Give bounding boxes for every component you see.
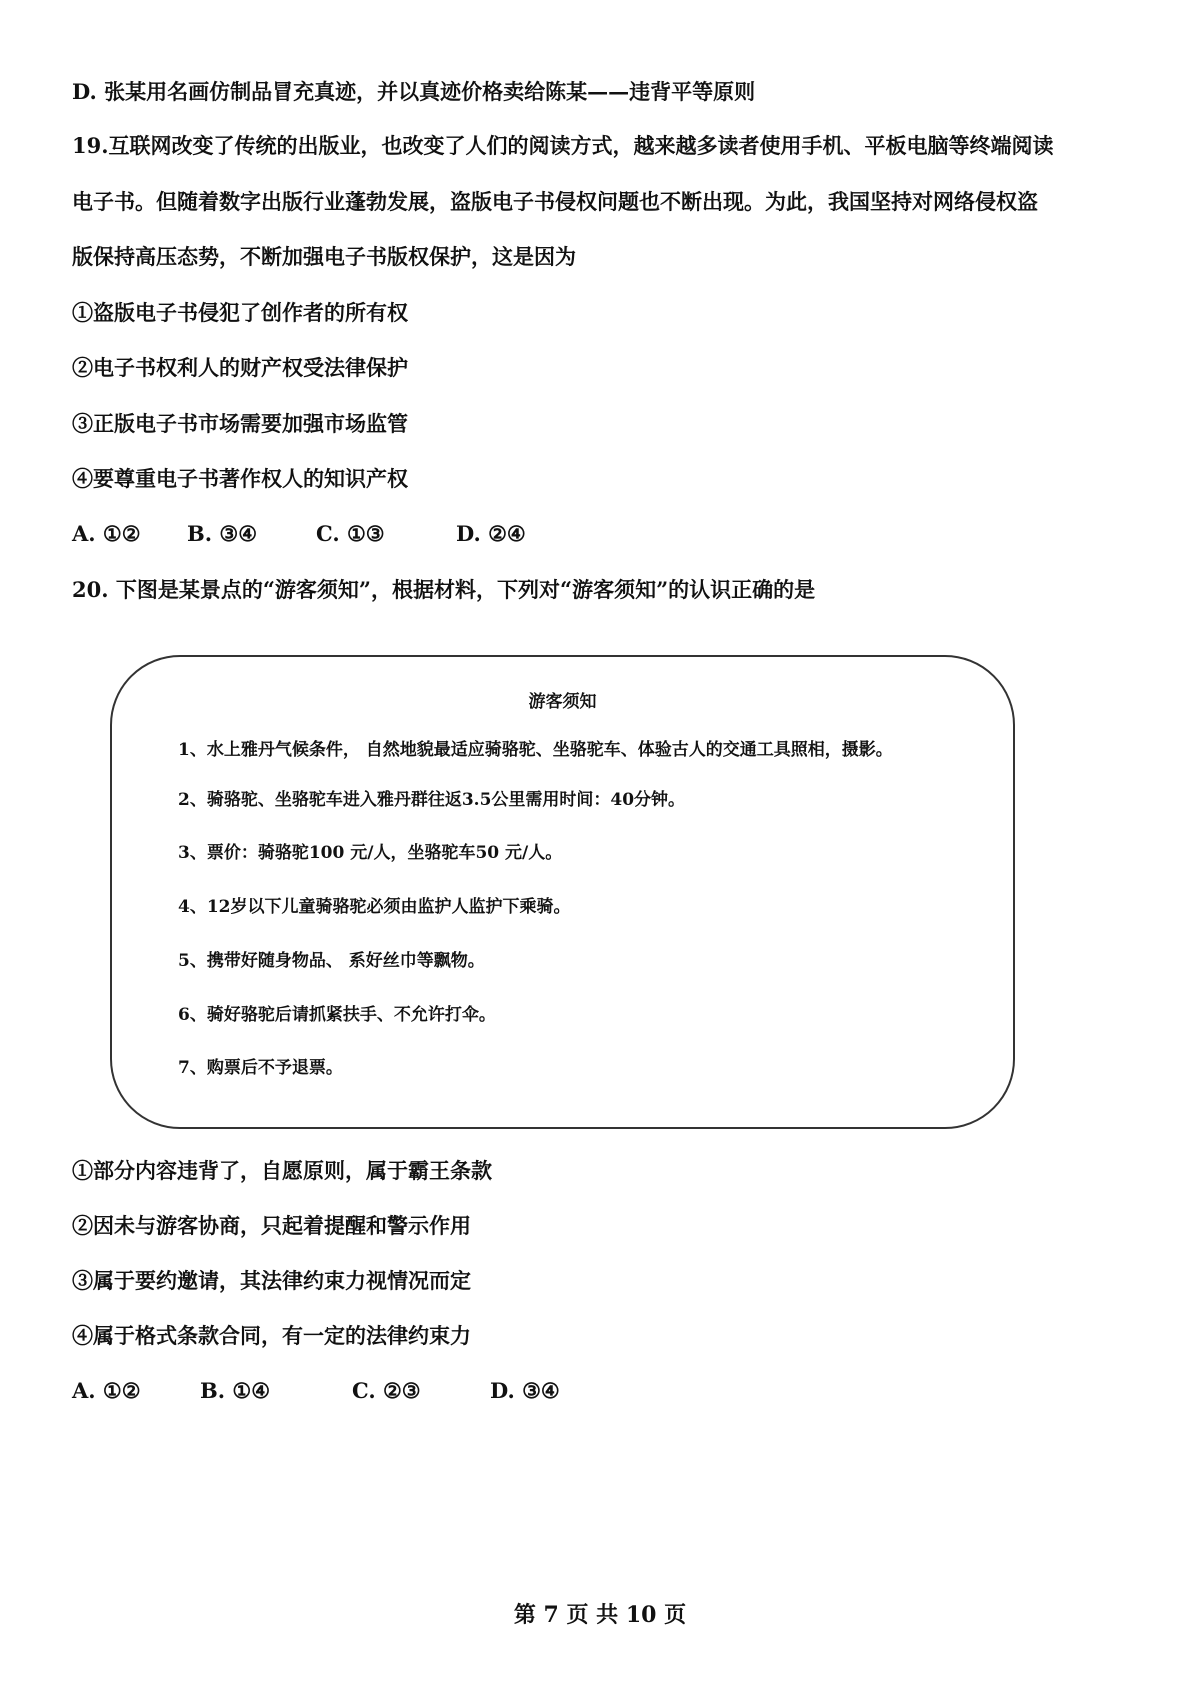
q19-option-d[interactable]: D. ②④ (456, 521, 526, 546)
notice-item-3: 3、票价：骑骆驼100 元/人，坐骆驼车50 元/人。 (178, 843, 563, 863)
q20-statement-1: ①部分内容违背了，自愿原则，属于霸王条款 (72, 1158, 492, 1183)
q19-statement-2: ②电子书权利人的财产权受法律保护 (72, 355, 408, 380)
q19-statement-4: ④要尊重电子书著作权人的知识产权 (72, 466, 408, 491)
notice-item-2: 2、骑骆驼、坐骆驼车进入雅丹群往返3.5公里需用时间：40分钟。 (178, 790, 686, 810)
q19-statement-1: ①盗版电子书侵犯了创作者的所有权 (72, 300, 408, 325)
notice-title: 游客须知 (528, 692, 597, 712)
q20-statement-4: ④属于格式条款合同，有一定的法律约束力 (72, 1323, 471, 1348)
q20-option-b[interactable]: B. ①④ (200, 1378, 271, 1403)
q19-statement-3: ③正版电子书市场需要加强市场监管 (72, 411, 408, 436)
q19-stem-line-2: 电子书。但随着数字出版行业蓬勃发展，盗版电子书侵权问题也不断出现。为此，我国坚持对网络侵权盗 (72, 189, 1038, 214)
q19-option-c[interactable]: C. ①③ (316, 521, 385, 546)
notice-item-7: 7、购票后不予退票。 (178, 1058, 343, 1078)
notice-item-4: 4、12岁以下儿童骑骆驼必须由监护人监护下乘骑。 (178, 897, 571, 917)
notice-item-6: 6、骑好骆驼后请抓紧扶手、不允许打伞。 (178, 1005, 496, 1025)
tourist-notice-box (110, 655, 1015, 1129)
q19-stem-line-3: 版保持高压态势，不断加强电子书版权保护，这是因为 (72, 244, 576, 269)
notice-item-1: 1、水上雅丹气候条件， 自然地貌最适应骑骆驼、坐骆驼车、体验古人的交通工具照相，摄影。 (178, 740, 893, 760)
q20-option-d[interactable]: D. ③④ (490, 1378, 560, 1403)
q20-statement-2: ②因未与游客协商，只起着提醒和警示作用 (72, 1213, 471, 1238)
page-number: 第 7 页 共 10 页 (513, 1602, 687, 1628)
q20-statement-3: ③属于要约邀请，其法律约束力视情况而定 (72, 1268, 471, 1293)
q18-option-d: D. 张某用名画仿制品冒充真迹，并以真迹价格卖给陈某——违背平等原则 (72, 79, 756, 104)
notice-item-5: 5、携带好随身物品、 系好丝巾等飘物。 (178, 951, 485, 971)
q19-option-a[interactable]: A. ①② (72, 521, 141, 546)
q20-stem: 20. 下图是某景点的“游客须知”，根据材料，下列对“游客须知”的认识正确的是 (72, 577, 816, 602)
q19-stem-line-1: 19.互联网改变了传统的出版业，也改变了人们的阅读方式，越来越多读者使用手机、平板电脑等终端阅读 (72, 133, 1054, 158)
q20-option-c[interactable]: C. ②③ (352, 1378, 421, 1403)
q19-option-b[interactable]: B. ③④ (187, 521, 258, 546)
q20-option-a[interactable]: A. ①② (72, 1378, 141, 1403)
